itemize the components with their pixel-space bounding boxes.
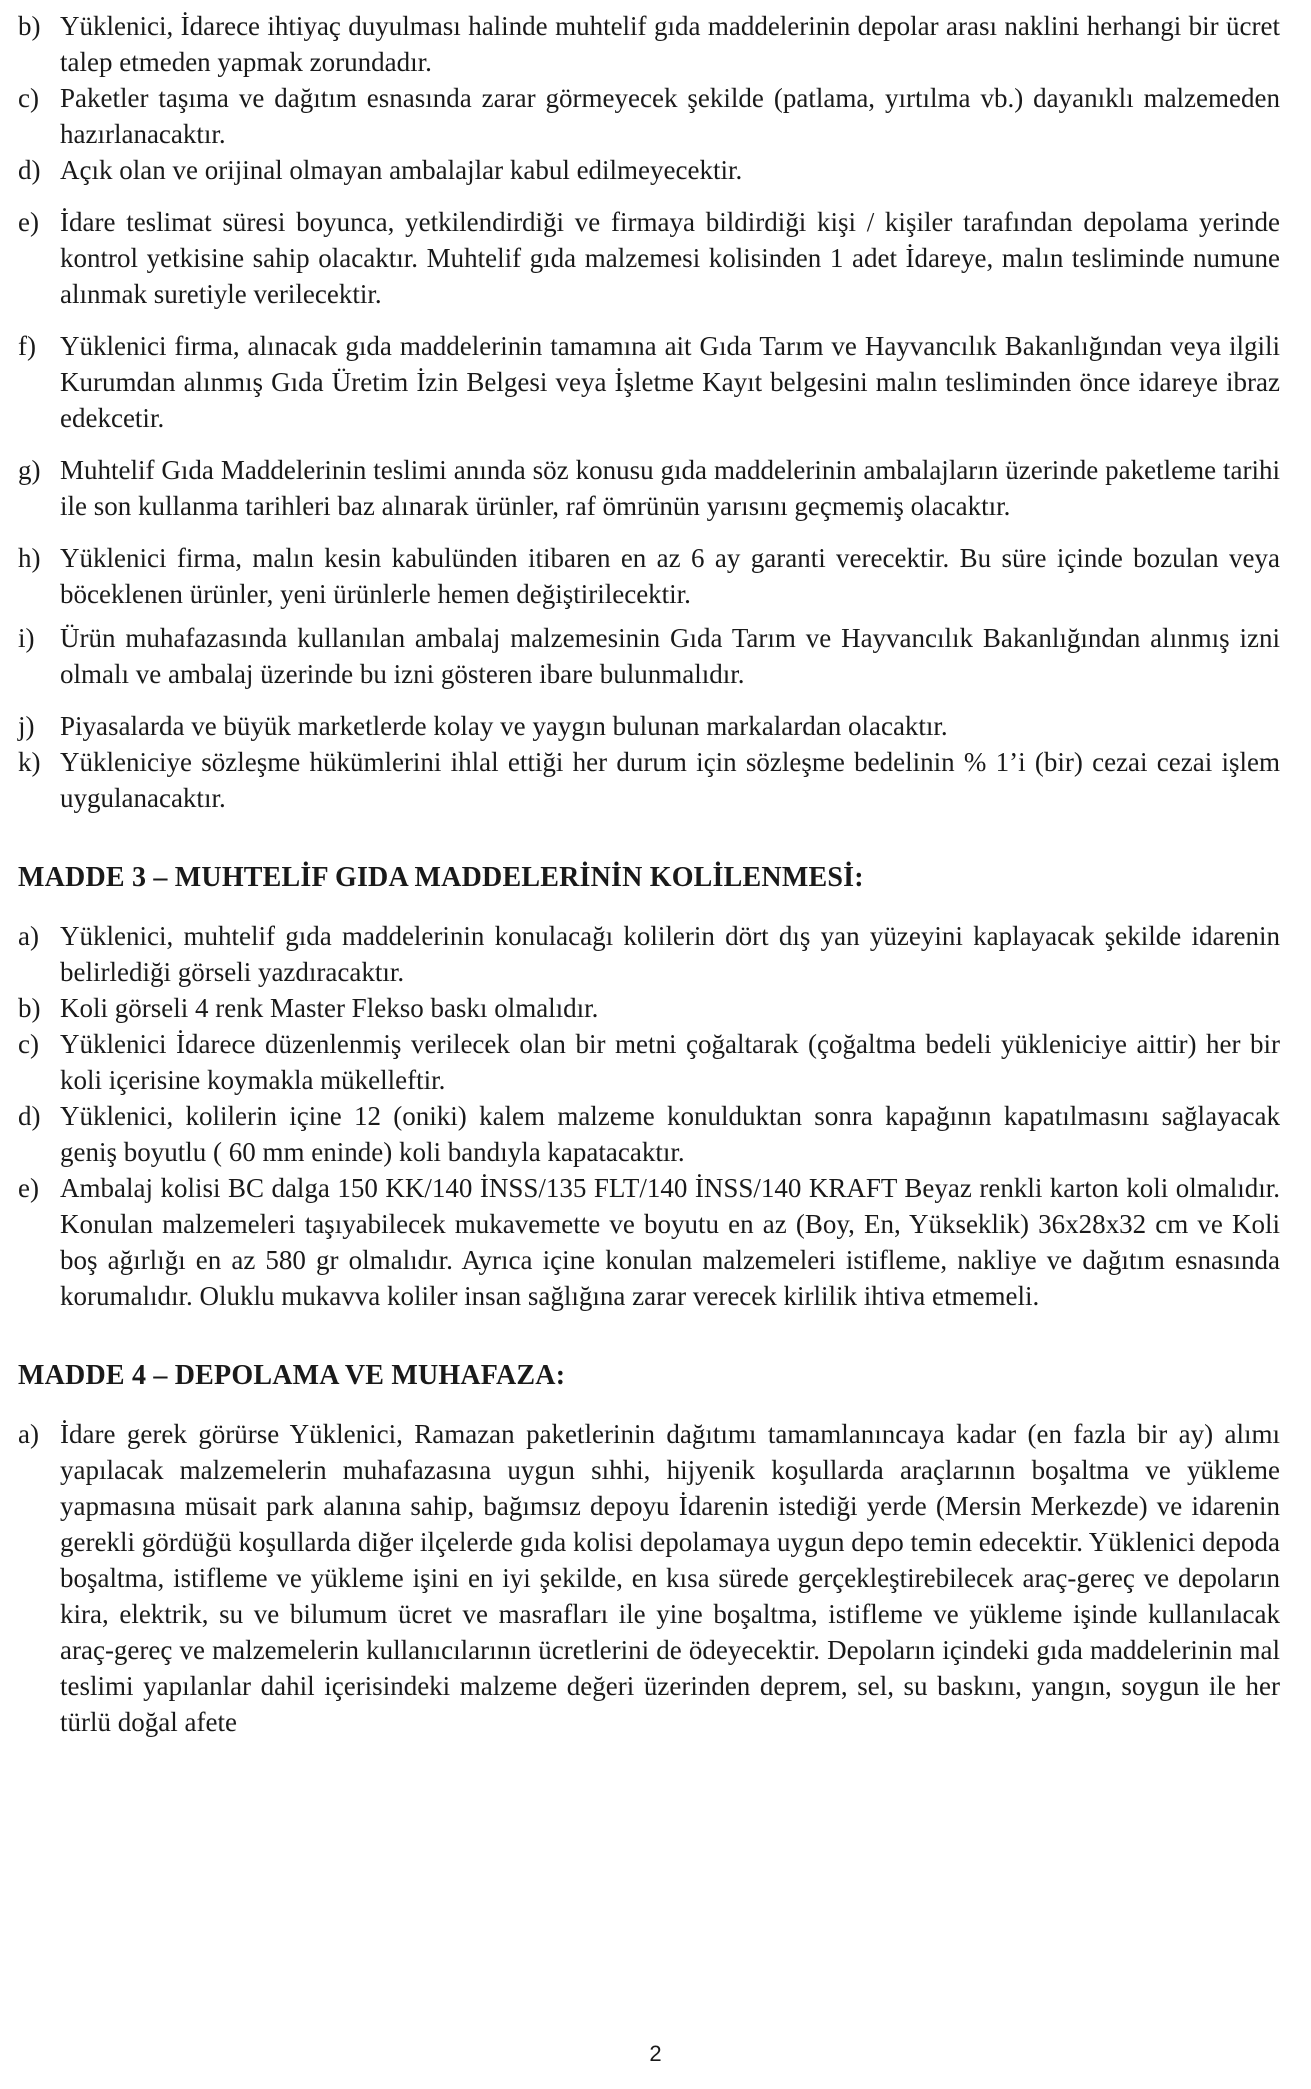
item-letter: a) [18,1419,39,1449]
item-letter: b) [18,993,41,1023]
item-text: Koli görseli 4 renk Master Flekso baskı olmalıdır. [60,993,599,1023]
item-text: Yüklenici, İdarece ihtiyaç duyulması halinde muhtelif gıda maddelerinin depolar arası naklini herhangi bir ücret talep etmeden yapmak zorundadır. [60,11,1280,77]
item-letter: h) [18,543,41,573]
item-text: Piyasalarda ve büyük marketlerde kolay ve yaygın bulunan markalardan olacaktır. [60,711,948,741]
item-text: Yükleniciye sözleşme hükümlerini ihlal ettiği her durum için sözleşme bedelinin % 1’i (bir) cezai cezai işlem uygulanacaktır. [60,747,1280,813]
item-letter: b) [18,11,41,41]
item-letter: j) [18,711,35,741]
list-item [18,204,1280,312]
list-item [18,1026,1280,1098]
section-heading: MADDE 3 – MUHTELİF GIDA MADDELERİNİN KOLİLENMESİ: [18,862,864,893]
list-item [18,152,1280,188]
item-text: Yüklenici, kolilerin içine 12 (oniki) kalem malzeme konulduktan sonra kapağının kapatılmasını sağlayacak geniş boyutlu ( 60 mm eninde) koli bandıyla kapatacaktır. [60,1101,1280,1167]
item-letter: a) [18,921,39,951]
page-number: 2 [649,2041,662,2066]
list-item [18,620,1280,692]
item-text: İdare teslimat süresi boyunca, yetkilendirdiği ve firmaya bildirdiği kişi / kişiler tarafından depolama yerinde kontrol yetkisine sahip olacaktır. Muhtelif gıda malzemesi kolisinden 1 adet İdareye, malın tesliminde numune alınmak suretiyle verilecektir. [60,207,1280,309]
list-item [18,8,1280,80]
section-heading: MADDE 4 – DEPOLAMA VE MUHAFAZA: [18,1360,566,1391]
item-text: Ambalaj kolisi BC dalga 150 KK/140 İNSS/135 FLT/140 İNSS/140 KRAFT Beyaz renkli karton koli olmalıdır. Konulan malzemeleri taşıyabilecek mukavemette ve boyutu en az (Boy, En, Yükseklik) 36x28x32 cm ve Koli boş ağırlığı en az 580 gr olmalıdır. Ayrıca içine konulan malzemeleri istifleme, nakliye ve dağıtım esnasında korumalıdır. Oluklu mukavva koliler insan sağlığına zarar verecek kirlilik ihtiva etmemeli. [60,1173,1280,1311]
item-text: Yüklenici İdarece düzenlenmiş verilecek olan bir metni çoğaltarak (çoğaltma bedeli yükleniciye aittir) her bir koli içerisine koymakla mükelleftir. [60,1029,1280,1095]
list-item [18,708,1280,744]
list-item [18,990,1280,1026]
section-2-items [18,8,1280,816]
section-3-items [18,918,1280,1314]
list-item [18,80,1280,152]
list-item [18,1098,1280,1170]
list-item [18,744,1280,816]
list-item [18,1170,1280,1314]
item-text: Açık olan ve orijinal olmayan ambalajlar kabul edilmeyecektir. [60,155,743,185]
item-letter: e) [18,207,39,237]
item-text: İdare gerek görürse Yüklenici, Ramazan paketlerinin dağıtımı tamamlanıncaya kadar (en fazla bir ay) alımı yapılacak malzemelerin muhafazasına uygun sıhhi, hijyenik koşullarda araçlarının boşaltma ve yükleme yapmasına müsait park alanına sahip, bağımsız depoyu İdarenin istediği yerde (Mersin Merkezde) ve idarenin gerekli gördüğü koşullarda diğer ilçelerde gıda kolisi depolamaya uygun depo temin edecektir. Yüklenici depoda boşaltma, istifleme ve yükleme işini en iyi şekilde, en kısa sürede gerçekleştirebilecek araç-gereç ve depoların kira, elektrik, su ve bilumum ücret ve masrafları ile yine boşaltma, istifleme ve yükleme işinde kullanılacak araç-gereç ve malzemelerin kullanıcılarının ücretlerini de ödeyecektir. Depoların içindeki gıda maddelerinin mal teslimi yapılanlar dahil içerisindeki malzeme değeri üzerinden deprem, sel, su baskını, yangın, soygun ile her türlü doğal afete [60,1419,1280,1737]
item-text: Ürün muhafazasında kullanılan ambalaj malzemesinin Gıda Tarım ve Hayvancılık Bakanlığından alınmış izni olmalı ve ambalaj üzerinde bu izni gösteren ibare bulunmalıdır. [60,623,1280,689]
item-letter: c) [18,83,39,113]
item-text: Yüklenici firma, malın kesin kabulünden itibaren en az 6 ay garanti verecektir. Bu süre içinde bozulan veya böceklenen ürünler, yeni ürünlerle hemen değiştirilecektir. [60,543,1280,609]
item-letter: i) [18,623,35,653]
list-item [18,1416,1280,1740]
item-text: Yüklenici, muhtelif gıda maddelerinin konulacağı kolilerin dört dış yan yüzeyini kaplayacak şekilde idarenin belirlediği görseli yazdıracaktır. [60,921,1280,987]
item-letter: k) [18,747,41,777]
item-letter: e) [18,1173,39,1203]
item-letter: d) [18,155,41,185]
list-item [18,452,1280,524]
item-letter: d) [18,1101,41,1131]
list-item [18,328,1280,436]
item-text: Yüklenici firma, alınacak gıda maddelerinin tamamına ait Gıda Tarım ve Hayvancılık Bakanlığından veya ilgili Kurumdan alınmış Gıda Üretim İzin Belgesi veya İşletme Kayıt belgesini malın tesliminden önce idareye ibraz edekcetir. [60,331,1280,433]
item-letter: g) [18,455,41,485]
list-item [18,540,1280,612]
section-4-items [18,1416,1280,1740]
item-letter: f) [18,331,36,361]
list-item [18,918,1280,990]
document-page [18,8,1280,1740]
item-text: Muhtelif Gıda Maddelerinin teslimi anında söz konusu gıda maddelerinin ambalajların üzerinde paketleme tarihi ile son kullanma tarihleri baz alınarak ürünler, raf ömrünün yarısını geçmemiş olacaktır. [60,455,1280,521]
item-letter: c) [18,1029,39,1059]
item-text: Paketler taşıma ve dağıtım esnasında zarar görmeyecek şekilde (patlama, yırtılma vb.) dayanıklı malzemeden hazırlanacaktır. [60,83,1280,149]
